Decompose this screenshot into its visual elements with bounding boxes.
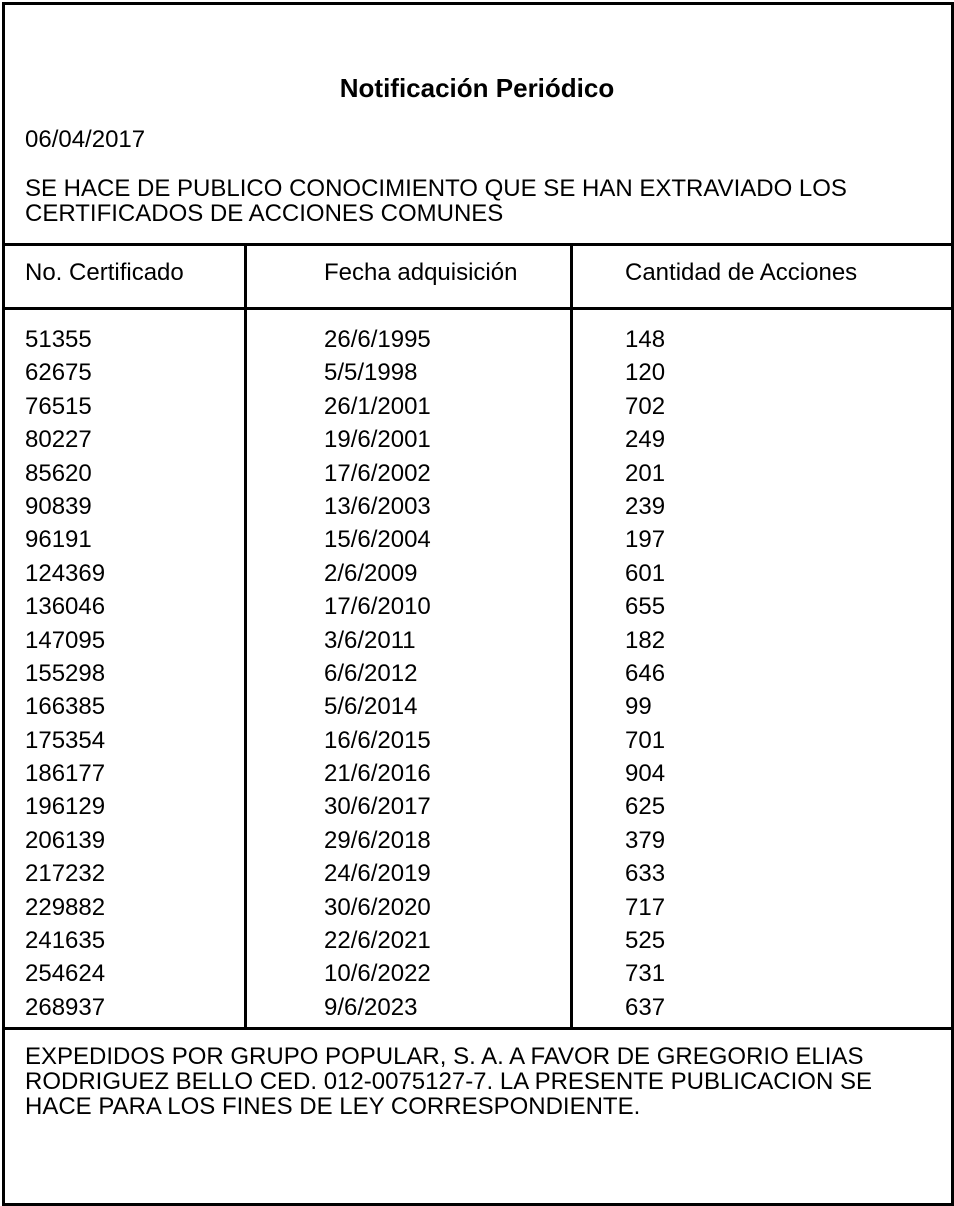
cell-certificate-number: 206139	[25, 826, 106, 854]
cell-share-quantity: 239	[625, 492, 666, 520]
cell-acquisition-date: 2/6/2009	[324, 559, 418, 587]
cell-acquisition-date: 30/6/2017	[324, 793, 431, 821]
cell-certificate-number: 186177	[25, 760, 106, 788]
cell-acquisition-date: 6/6/2012	[324, 659, 418, 687]
cell-acquisition-date: 13/6/2003	[324, 492, 431, 520]
cell-share-quantity: 904	[625, 760, 666, 788]
cell-certificate-number: 166385	[25, 693, 106, 721]
cell-share-quantity: 717	[625, 893, 666, 921]
table-row	[0, 757, 954, 790]
table-row	[0, 690, 954, 723]
cell-acquisition-date: 10/6/2022	[324, 960, 431, 988]
table-row	[0, 457, 954, 490]
cell-certificate-number: 76515	[25, 392, 92, 420]
table-row	[0, 323, 954, 356]
cell-share-quantity: 148	[625, 326, 666, 353]
cell-share-quantity: 601	[625, 559, 666, 587]
table-top-rule	[2, 243, 951, 246]
cell-acquisition-date: 17/6/2002	[324, 459, 431, 487]
cell-acquisition-date: 17/6/2010	[324, 593, 431, 621]
table-row	[0, 523, 954, 556]
header-acquisition-date: Fecha adquisición	[324, 259, 518, 286]
cell-certificate-number: 268937	[25, 993, 106, 1021]
cell-share-quantity: 201	[625, 459, 666, 487]
cell-acquisition-date: 26/6/1995	[324, 326, 431, 353]
cell-acquisition-date: 24/6/2019	[324, 860, 431, 888]
cell-share-quantity: 525	[625, 927, 666, 955]
table-row	[0, 657, 954, 690]
cell-acquisition-date: 3/6/2011	[324, 626, 416, 654]
table-row	[0, 423, 954, 456]
cell-acquisition-date: 5/6/2014	[324, 693, 418, 721]
cell-certificate-number: 90839	[25, 492, 92, 520]
cell-share-quantity: 633	[625, 860, 666, 888]
cell-certificate-number: 124369	[25, 559, 106, 587]
table-bottom-rule	[2, 1027, 951, 1030]
cell-acquisition-date: 29/6/2018	[324, 826, 431, 854]
table-row	[0, 891, 954, 924]
cell-certificate-number: 217232	[25, 860, 106, 888]
cell-certificate-number: 229882	[25, 893, 106, 921]
table-row	[0, 957, 954, 990]
cell-certificate-number: 62675	[25, 359, 92, 387]
table-row	[0, 991, 954, 1024]
cell-share-quantity: 702	[625, 392, 666, 420]
cell-share-quantity: 655	[625, 593, 666, 621]
cell-share-quantity: 701	[625, 726, 666, 754]
cell-certificate-number: 254624	[25, 960, 106, 988]
cell-share-quantity: 646	[625, 659, 666, 687]
table-row	[0, 490, 954, 523]
cell-acquisition-date: 21/6/2016	[324, 760, 431, 788]
table-row	[0, 924, 954, 957]
cell-share-quantity: 197	[625, 526, 666, 554]
cell-acquisition-date: 19/6/2001	[324, 426, 431, 454]
cell-certificate-number: 241635	[25, 927, 106, 955]
cell-certificate-number: 51355	[25, 326, 92, 353]
notice-footer: EXPEDIDOS POR GRUPO POPULAR, S. A. A FAVOR DE GREGORIO ELIAS RODRIGUEZ BELLO CED. 012-0075127-7. LA PRESENTE PUBLICACION SE HACE PARA LOS FINES DE LEY CORRESPONDIENTE.	[25, 1043, 872, 1120]
cell-share-quantity: 120	[625, 359, 666, 387]
header-share-quantity: Cantidad de Acciones	[625, 259, 858, 286]
notice-title: Notificación Periódico	[339, 73, 615, 103]
cell-acquisition-date: 15/6/2004	[324, 526, 431, 554]
cell-share-quantity: 182	[625, 626, 666, 654]
cell-certificate-number: 155298	[25, 659, 106, 687]
table-row	[0, 356, 954, 389]
cell-acquisition-date: 16/6/2015	[324, 726, 431, 754]
cell-certificate-number: 85620	[25, 459, 92, 487]
cell-acquisition-date: 9/6/2023	[324, 993, 418, 1021]
table-row	[0, 790, 954, 823]
cell-acquisition-date: 22/6/2021	[324, 927, 431, 955]
table-header-rule	[2, 307, 951, 310]
cell-share-quantity: 379	[625, 826, 666, 854]
notice-date: 06/04/2017	[25, 126, 146, 153]
table-row	[0, 390, 954, 423]
table-row	[0, 724, 954, 757]
cell-share-quantity: 625	[625, 793, 666, 821]
cell-certificate-number: 147095	[25, 626, 106, 654]
cell-acquisition-date: 5/5/1998	[324, 359, 418, 387]
certificate-list	[0, 323, 954, 1024]
header-certificate-number: No. Certificado	[25, 259, 184, 286]
table-row	[0, 557, 954, 590]
notice-intro: SE HACE DE PUBLICO CONOCIMIENTO QUE SE HAN EXTRAVIADO LOS CERTIFICADOS DE ACCIONES COMUNES	[25, 175, 847, 227]
table-row	[0, 624, 954, 657]
cell-certificate-number: 80227	[25, 426, 92, 454]
cell-acquisition-date: 26/1/2001	[324, 392, 431, 420]
cell-share-quantity: 99	[625, 693, 652, 721]
table-row	[0, 590, 954, 623]
cell-acquisition-date: 30/6/2020	[324, 893, 431, 921]
cell-certificate-number: 96191	[25, 526, 92, 554]
cell-share-quantity: 637	[625, 993, 666, 1021]
cell-share-quantity: 249	[625, 426, 666, 454]
table-row	[0, 824, 954, 857]
cell-certificate-number: 196129	[25, 793, 106, 821]
cell-certificate-number: 136046	[25, 593, 106, 621]
cell-share-quantity: 731	[625, 960, 666, 988]
cell-certificate-number: 175354	[25, 726, 106, 754]
table-row	[0, 857, 954, 890]
